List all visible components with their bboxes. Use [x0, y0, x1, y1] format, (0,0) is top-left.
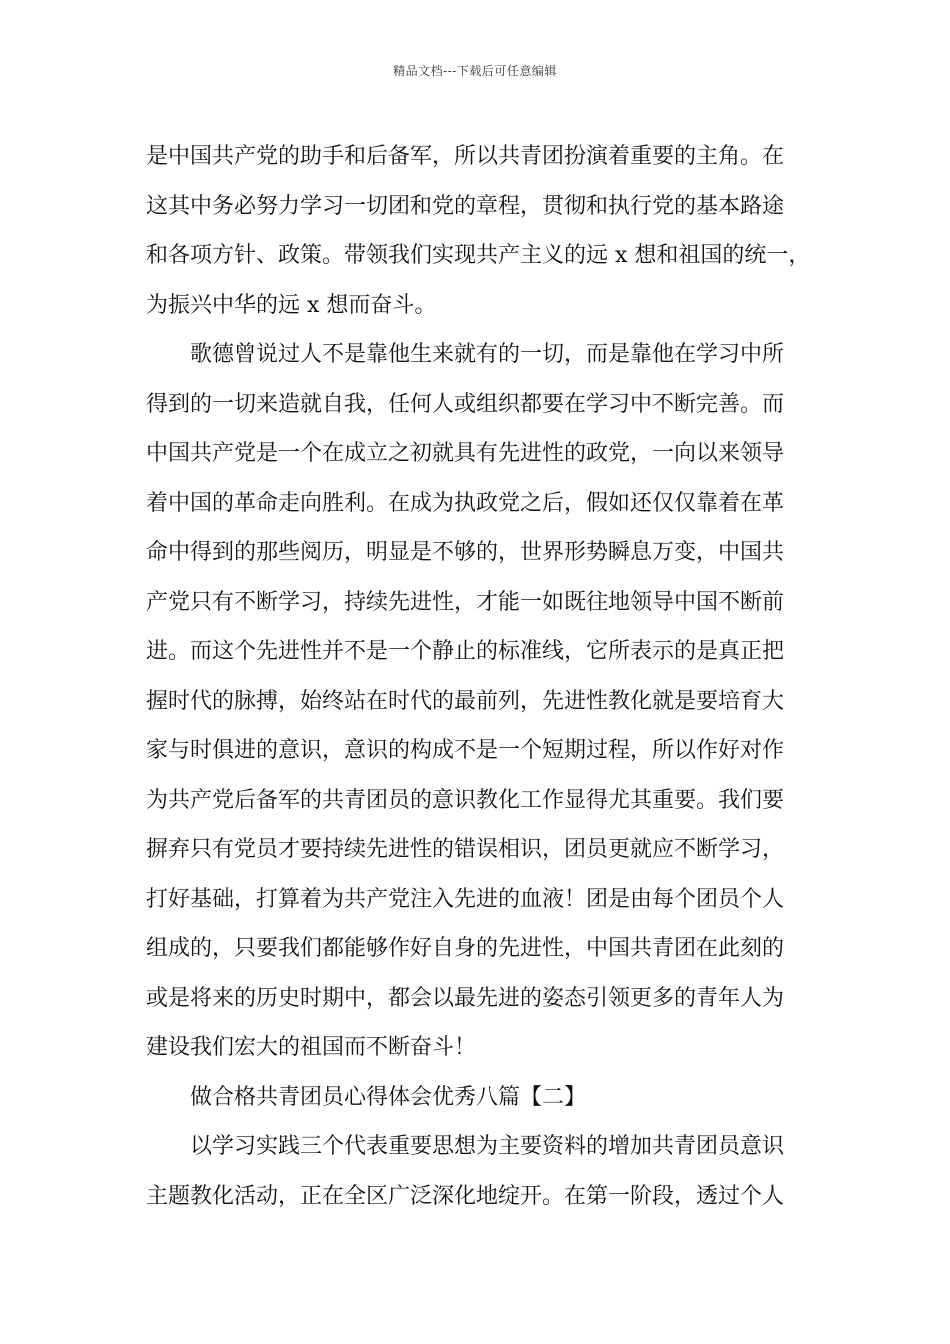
text-line: 得到的一切来造就自我，任何人或组织都要在学习中不断完善。而 [146, 391, 785, 417]
text-line: 握时代的脉搏，始终站在时代的最前列，先进性教化就是要培育大 [146, 688, 785, 714]
paragraph-2 [146, 330, 814, 1073]
text-line: 中国共产党是一个在成立之初就具有先进性的政党，一向以来领导 [146, 441, 785, 466]
heading-line: 做合格共青团员心得体会优秀八篇【二】 [146, 1084, 587, 1110]
paragraph-3 [146, 1122, 814, 1221]
text-line: 进。而这个先进性并不是一个静止的标准线，它所表示的是真正把 [146, 639, 785, 664]
text-line: 或是将来的历史时期中，都会以最先进的姿态引领更多的青年人为 [146, 985, 785, 1011]
text-line: 主题教化活动，正在全区广泛深化地绽开。在第一阶段，透过个人 [146, 1183, 785, 1209]
text-line: 组成的，只要我们都能够作好自身的先进性，中国共青团在此刻的 [146, 936, 785, 961]
text-line: 产党只有不断学习，持续先进性，才能一如既往地领导中国不断前 [146, 589, 785, 615]
text-line: 歌德曾说过人不是靠他生来就有的一切，而是靠他在学习中所 [146, 342, 785, 367]
text-line: 打好基础，打算着为共产党注入先进的血液！团是由每个团员个人 [146, 886, 785, 912]
text-line: 着中国的革命走向胜利。在成为执政党之后，假如还仅仅靠着在革 [146, 490, 785, 516]
text-line: 家与时俱进的意识，意识的构成不是一个短期过程，所以作好对作 [146, 738, 785, 763]
document-body [146, 132, 814, 1221]
text-line: 摒弃只有党员才要持续先进性的错误相识，团员更就应不断学习， [146, 837, 785, 862]
text-line: 以学习实践三个代表重要思想为主要资料的增加共青团员意识 [146, 1134, 785, 1159]
text-line: 这其中务必努力学习一切团和党的章程，贯彻和执行党的基本路途 [146, 193, 785, 219]
section-heading [146, 1073, 814, 1123]
text-line: 命中得到的那些阅历，明显是不够的，世界形势瞬息万变，中国共 [146, 540, 785, 565]
text-line: 为共产党后备军的共青团员的意识教化工作显得尤其重要。我们要 [146, 787, 785, 813]
text-line: 建设我们宏大的祖国而不断奋斗！ [146, 1035, 477, 1060]
text-line: 为振兴中华的远 x 想而奋斗。 [146, 292, 437, 318]
text-line: 和各项方针、政策。带领我们实现共产主义的远 x 想和祖国的统一， [146, 243, 811, 268]
page-header: 精品文档---下载后可任意编辑 [393, 64, 557, 78]
text-line: 是中国共产党的助手和后备军，所以共青团扮演着重要的主角。在 [146, 144, 785, 169]
paragraph-1 [146, 132, 814, 330]
